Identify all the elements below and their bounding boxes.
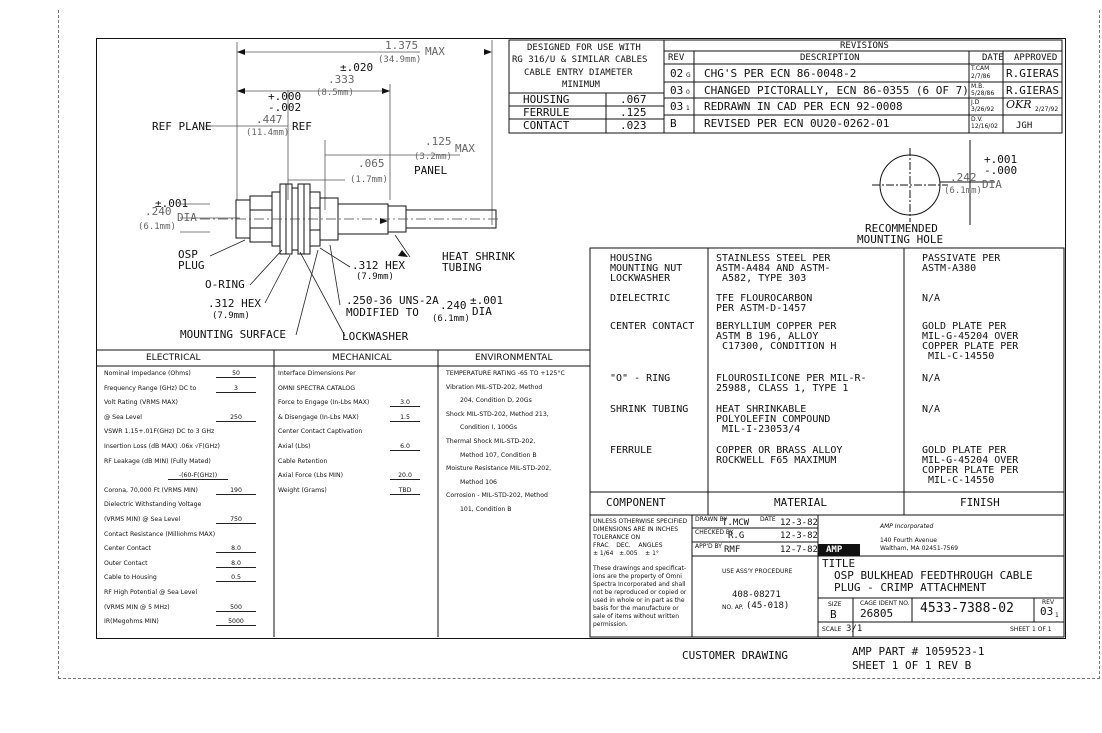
- dim-dia-240-mm: (6.1mm): [138, 222, 176, 232]
- revisions-title: REVISIONS: [840, 41, 889, 51]
- checked-label: CHECKED BY: [695, 529, 734, 536]
- environmental-row: Method 106: [460, 478, 497, 486]
- title-line-1: OSP BULKHEAD FEEDTHROUGH CABLE: [834, 569, 1033, 582]
- dim-447: .447: [256, 113, 283, 126]
- drawing-number: 4533-7388-02: [920, 601, 1014, 616]
- mechanical-row: [278, 414, 436, 425]
- electrical-row-label: Volt Rating (VRMS MAX): [104, 399, 178, 407]
- rev-row-4-desc: REVISED PER ECN 0U20-0262-01: [704, 117, 890, 130]
- tolerance-line: UNLESS OTHERWISE SPECIFIED: [593, 518, 688, 525]
- electrical-row-value: 8.0: [216, 560, 256, 568]
- design-title-1: DESIGNED FOR USE WITH: [527, 43, 641, 53]
- electrical-row-value: 3: [216, 385, 256, 393]
- design-contact-label: CONTACT: [523, 119, 570, 132]
- mechanical-row: [278, 399, 436, 410]
- proc-sub: (45-018): [746, 601, 790, 611]
- dim-125: .125: [425, 135, 452, 148]
- material-material-cell: COPPER OR BRASS ALLOY ROCKWELL F65 MAXIMUM: [716, 445, 843, 466]
- environmental-row: Corrosion - MIL-STD-202, Method: [446, 492, 548, 500]
- callout-hex-b-mm: (7.9mm): [212, 311, 250, 321]
- mechanical-row: [278, 428, 436, 439]
- electrical-row: [104, 443, 270, 454]
- notice-block: [593, 565, 691, 629]
- electrical-row: [104, 414, 270, 425]
- mechanical-header: MECHANICAL: [332, 353, 392, 363]
- callout-thread-tol: ±.001: [470, 294, 504, 307]
- scale-label: SCALE: [822, 626, 842, 633]
- callout-lockwasher: LOCKWASHER: [342, 330, 409, 343]
- mechanical-row-label: OMNI SPECTRA CATALOG: [278, 384, 356, 392]
- mechanical-row: [278, 443, 436, 454]
- notice-line: not be reproduced or copied or: [593, 589, 687, 596]
- material-material-cell: FLOUROSILICONE PER MIL-R- 25988, CLASS 1, TYPE 1: [716, 373, 867, 394]
- tolerance-line: ± 1/64 ±.005 ± 1°: [593, 550, 659, 557]
- sheet-value: 1 OF 1: [1032, 626, 1052, 633]
- mechanical-row-label: Cable Retention: [278, 457, 328, 465]
- drawn-by: T.MCW: [722, 518, 750, 528]
- material-component-cell: CENTER CONTACT: [610, 321, 695, 332]
- electrical-row: [104, 428, 270, 439]
- notice-line: permission.: [593, 621, 628, 628]
- electrical-list: [104, 370, 270, 632]
- rev-label: REV: [1042, 599, 1055, 606]
- material-material-cell: TFE FLOUROCARBON PER ASTM-D-1457: [716, 293, 813, 314]
- footer-sheet: SHEET 1 OF 1 REV B: [852, 659, 972, 672]
- appd-label: APP'D BY: [695, 543, 722, 550]
- design-housing-label: HOUSING: [523, 93, 570, 106]
- electrical-row-value: 190: [216, 487, 256, 495]
- electrical-row: [104, 560, 270, 571]
- callout-hex-b: .312 HEX: [208, 297, 261, 310]
- materials-table: [590, 250, 1064, 492]
- panel-label: PANEL: [414, 164, 448, 177]
- rev-row-2-sub: 0: [686, 89, 690, 96]
- tolerance-line: TOLERANCE ON: [593, 534, 641, 541]
- electrical-row-value: 5000: [216, 618, 256, 626]
- mechanical-row-label: Weight (Grams): [278, 486, 327, 494]
- electrical-row-label: Nominal Impedance (Ohms): [104, 370, 191, 377]
- electrical-row: [104, 574, 270, 585]
- rev-value: 03: [1040, 605, 1054, 618]
- electrical-row-value: -(60-F(GHz)): [168, 472, 228, 480]
- electrical-row-value: 500: [216, 604, 256, 612]
- electrical-row: [104, 531, 270, 542]
- electrical-header: ELECTRICAL: [146, 353, 201, 363]
- design-ferrule-value: .125: [620, 106, 647, 119]
- dim-065-mm: (1.7mm): [350, 175, 388, 185]
- environmental-row: Moisture Resistance MIL-STD-202,: [446, 465, 552, 473]
- design-ferrule-label: FERRULE: [523, 106, 570, 119]
- design-title-3: CABLE ENTRY DIAMETER: [524, 68, 633, 78]
- mechanical-row-label: Axial (Lbs): [278, 443, 311, 450]
- notice-line: basis for the manufacture or: [593, 605, 679, 612]
- hole-tol-minus: -.000: [984, 164, 1018, 177]
- mechanical-row-value: 20.0: [390, 472, 420, 480]
- size-label: SIZE: [828, 601, 842, 608]
- callout-thread-dia: .240: [440, 299, 467, 312]
- design-title-4: MINIMUM: [562, 80, 600, 90]
- dim-dia-240: .240: [145, 205, 172, 218]
- description-header: DESCRIPTION: [800, 53, 860, 63]
- appd-by: RMF: [724, 545, 741, 555]
- component-header: COMPONENT: [606, 496, 666, 509]
- rev-row-4-rev: B: [670, 117, 677, 130]
- rev-row-1-date: 2/7/86: [971, 73, 991, 80]
- material-finish-cell: N/A: [922, 404, 941, 415]
- cage-value: 26805: [860, 607, 894, 620]
- checked-date: 12-3-82: [780, 531, 818, 541]
- appd-date: 12-7-82: [780, 545, 818, 555]
- design-title-2: RG 316/U & SIMILAR CABLES: [512, 55, 648, 65]
- mechanical-row: [278, 487, 436, 498]
- callout-mounting-surface: MOUNTING SURFACE: [180, 328, 286, 341]
- callout-heat-shrink: HEAT SHRINK: [442, 250, 515, 263]
- material-finish-cell: GOLD PLATE PER MIL-G-45204 OVER COPPER PLATE PER MIL-C-14550: [922, 321, 1019, 362]
- electrical-row-label: IR(Megohms MIN): [104, 618, 159, 626]
- rev-row-1-sub: G: [686, 72, 691, 79]
- rev-row-2-approved: R.GIERAS: [1006, 84, 1059, 97]
- size-value: B: [830, 608, 837, 621]
- electrical-row-label: (VRMS MIN @ 5 MHz): [104, 603, 170, 611]
- notice-line: Spectra Incorporated and shall: [593, 581, 686, 588]
- finish-header: FINISH: [960, 496, 1000, 509]
- rev-row-3-initials: J.D: [971, 99, 980, 106]
- company-address-1: 140 Fourth Avenue: [880, 537, 937, 544]
- callout-thread-dia-label: DIA: [472, 305, 492, 318]
- proc-number: 408-08271: [732, 590, 781, 600]
- electrical-row-label: RF Leakage (dB MIN) (Fully Mated): [104, 457, 211, 465]
- dim-tol-plus: +.000: [268, 90, 302, 103]
- rev-row-1-initials: T.CAM: [971, 65, 990, 72]
- checked-by: R.G: [728, 531, 745, 541]
- title-line-2: PLUG - CRIMP ATTACHMENT: [834, 581, 987, 594]
- material-material-cell: BERYLLIUM COPPER PER ASTM B 196, ALLOY C17300, CONDITION H: [716, 321, 837, 352]
- environmental-list: [446, 370, 588, 530]
- mechanical-row-label: Axial Force (Lbs MIN): [278, 472, 343, 480]
- electrical-row: [104, 618, 270, 629]
- mechanical-row: [278, 370, 436, 381]
- electrical-row-label: Insertion Loss (dB MAX) .06x √F(GHz): [104, 443, 220, 450]
- mechanical-row: [278, 472, 436, 483]
- dim-dia-tol: ±.001: [155, 197, 189, 210]
- dim-125-max: MAX: [455, 142, 475, 155]
- rev-row-2-initials: M.B.: [971, 83, 985, 90]
- company-name: AMP Incorporated: [880, 523, 934, 530]
- electrical-row-value: 8.0: [216, 545, 256, 553]
- hole-tol-plus: +.001: [984, 153, 1018, 166]
- callout-thread-dia-mm: (6.1mm): [432, 314, 470, 324]
- rev-row-3-rev: 03: [670, 100, 684, 113]
- material-component-cell: SHRINK TUBING: [610, 404, 689, 415]
- notice-line: These drawings and specificat-: [593, 565, 687, 572]
- material-finish-cell: N/A: [922, 373, 941, 384]
- dim-333: .333: [328, 73, 355, 86]
- electrical-row-label: (VRMS MIN) @ Sea Level: [104, 516, 181, 523]
- electrical-row: [104, 458, 270, 469]
- electrical-row: [104, 545, 270, 556]
- callout-thread: .250-36 UNS-2A: [346, 294, 439, 307]
- electrical-row-value: 750: [216, 516, 256, 524]
- notice-line: used in whole or in part as the: [593, 597, 685, 604]
- electrical-row: [104, 589, 270, 600]
- material-component-cell: "O" - RING: [610, 373, 671, 384]
- approved-header: APPROVED: [1014, 53, 1058, 63]
- environmental-row: Shock MIL-STD-202, Method 213,: [446, 410, 549, 418]
- mechanical-row-label: & Disengage (In-Lbs MAX): [278, 413, 359, 421]
- electrical-row-label: RF High Potential @ Sea Level: [104, 589, 198, 596]
- sheet-label: SHEET: [1010, 626, 1030, 633]
- dim-tol-020: ±.020: [340, 61, 374, 74]
- mechanical-row-value: 6.0: [390, 443, 420, 451]
- company-address-2: Waltham, MA 02451-7569: [880, 545, 959, 552]
- dim-overall-max: MAX: [425, 45, 445, 58]
- tolerance-line: DIMENSIONS ARE IN INCHES: [593, 526, 679, 533]
- electrical-row-label: @ Sea Level: [104, 413, 142, 421]
- rev-row-2-desc: CHANGED PICTORALLY, ECN 86-0355 (6 OF 7): [704, 84, 969, 97]
- dim-overall-mm: (34.9mm): [378, 55, 422, 65]
- material-material-cell: STAINLESS STEEL PER ASTM-A484 AND ASTM- A582, TYPE 303: [716, 253, 831, 284]
- material-material-cell: HEAT SHRINKABLE POLYOLEFIN COMPOUND MIL-I-23053/4: [716, 404, 831, 435]
- electrical-row-label: VSWR 1.15+.01F(GHz) DC to 3 GHz: [104, 428, 215, 436]
- electrical-row: [104, 516, 270, 527]
- material-finish-cell: N/A: [922, 293, 941, 304]
- electrical-row-value: 0.5: [216, 574, 256, 582]
- hole-title-2: MOUNTING HOLE: [857, 233, 944, 246]
- hole-title-1: RECOMMENDED: [865, 222, 938, 235]
- rev-row-4-initials: D.V.: [971, 116, 983, 123]
- dim-tol-minus: -.002: [268, 101, 302, 114]
- rev-row-1-approved: R.GIERAS: [1006, 67, 1059, 80]
- rev-row-4-date: 12/16/02: [971, 123, 998, 130]
- material-header: MATERIAL: [774, 496, 827, 509]
- hole-dia: .242: [950, 171, 977, 184]
- environmental-row: Vibration MIL-STD-202, Method: [446, 383, 543, 391]
- rev-row-2-rev: 03: [670, 84, 684, 97]
- electrical-row: [104, 501, 270, 512]
- material-component-cell: FERRULE: [610, 445, 653, 456]
- tolerance-block: [593, 518, 691, 558]
- environmental-row: 204, Condition D, 20Gs: [460, 397, 532, 405]
- electrical-row-label: Cable to Housing: [104, 574, 157, 582]
- rev-header: REV: [668, 53, 685, 63]
- amp-logo: AMP: [826, 545, 843, 555]
- electrical-row-label: Corona, 70,000 Ft (VRMS MIN): [104, 486, 198, 494]
- dim-125-mm: (3.2mm): [414, 152, 452, 162]
- environmental-row: Method 107, Condition B: [460, 451, 537, 459]
- electrical-row-label: Contact Resistance (Milliohms MAX): [104, 530, 216, 538]
- rev-row-1-rev: 02: [670, 67, 684, 80]
- electrical-row-label: Center Contact: [104, 545, 151, 553]
- electrical-row: [104, 472, 270, 483]
- electrical-row-value: 250: [216, 414, 256, 422]
- callout-osp: OSP: [178, 248, 198, 261]
- callout-o-ring: O-RING: [205, 278, 245, 291]
- dim-447-mm: (11.4mm): [246, 128, 290, 138]
- title-label: TITLE: [822, 557, 856, 570]
- mechanical-row-value: TBD: [390, 487, 420, 495]
- mechanical-row-label: Force to Engage (In-Lbs MAX): [278, 399, 370, 407]
- callout-tubing: TUBING: [442, 261, 482, 274]
- rev-row-3-signature: OKR: [1006, 98, 1032, 111]
- electrical-row-label: Outer Contact: [104, 559, 148, 567]
- environmental-row: Condition I, 100Gs: [460, 424, 518, 432]
- material-finish-cell: PASSIVATE PER ASTM-A380: [922, 253, 1001, 274]
- mechanical-list: [278, 370, 436, 494]
- tolerance-line: FRAC DEC. ANGLES: [593, 542, 663, 549]
- dim-333-mm: (8.5mm): [316, 88, 354, 98]
- material-component-cell: DIELECTRIC: [610, 293, 671, 304]
- environmental-row: TEMPERATURE RATING -65 TO +125°C: [446, 370, 565, 377]
- electrical-row: [104, 385, 270, 396]
- dim-dia-label: DIA: [177, 211, 197, 224]
- electrical-row: [104, 604, 270, 615]
- electrical-row: [104, 399, 270, 410]
- electrical-row: [104, 487, 270, 498]
- dim-overall-length: 1.375: [385, 39, 419, 52]
- drawn-label: DRAWN BY: [695, 516, 728, 523]
- environmental-row: 101, Condition B: [460, 506, 512, 513]
- callout-hex-a: .312 HEX: [352, 259, 405, 272]
- customer-drawing-label: CUSTOMER DRAWING: [682, 649, 788, 662]
- hole-dia-label: DIA: [982, 178, 1002, 191]
- notice-line: ions are the property of Omni: [593, 573, 682, 580]
- environmental-row: Thermal Shock MIL-STD-202,: [446, 438, 536, 445]
- use-proc-label: USE ASS'Y PROCEDURE: [722, 568, 793, 575]
- electrical-row: [104, 370, 270, 381]
- electrical-row-label: Dielectric Withstanding Voltage: [104, 501, 202, 509]
- electrical-row-label: Frequency Range (GHz) DC to: [104, 384, 197, 392]
- dim-ref: REF: [292, 120, 312, 133]
- rev-row-3-date: 3/26/92: [971, 106, 995, 113]
- mechanical-row: [278, 458, 436, 469]
- drawn-date: 12-3-82: [780, 518, 818, 528]
- mechanical-row-label: Center Contact Captivation: [278, 428, 363, 436]
- material-finish-cell: GOLD PLATE PER MIL-G-45204 OVER COPPER PLATE PER MIL-C-14550: [922, 445, 1019, 486]
- amp-part-number: AMP PART # 1059523-1: [852, 645, 985, 658]
- callout-plug: PLUG: [178, 259, 205, 272]
- design-housing-value: .067: [620, 93, 647, 106]
- date-header: DATE: [982, 53, 1004, 63]
- scale-value: 3/1: [846, 624, 863, 634]
- material-component-cell: HOUSING MOUNTING NUT LOCKWASHER: [610, 253, 683, 284]
- mechanical-row-label: Interface Dimensions Per: [278, 370, 356, 377]
- proc-label: NO. AP.: [722, 604, 744, 611]
- environmental-header: ENVIRONMENTAL: [475, 353, 553, 363]
- rev-row-2-date: 5/28/86: [971, 90, 995, 97]
- callout-hex-a-mm: (7.9mm): [356, 272, 394, 282]
- rev-row-4-approved: JGH: [1016, 121, 1033, 131]
- date-label: DATE: [760, 516, 776, 523]
- design-contact-value: .023: [620, 119, 647, 132]
- mechanical-row: [278, 385, 436, 396]
- cage-label: CAGE IDENT NO.: [860, 600, 910, 607]
- electrical-row-value: 50: [216, 370, 256, 378]
- notice-line: sale of items without written: [593, 613, 680, 620]
- mechanical-row-value: 1.5: [390, 414, 420, 422]
- hole-dia-mm: (6.1mm): [944, 186, 982, 196]
- rev-row-3-desc: REDRAWN IN CAD PER ECN 92-0008: [704, 100, 903, 113]
- rev-row-1-desc: CHG'S PER ECN 86-0048-2: [704, 67, 857, 80]
- rev-row-3-approved-date: 2/27/92: [1035, 106, 1059, 113]
- ref-plane-label: REF PLANE: [152, 120, 212, 133]
- callout-modified: MODIFIED TO: [346, 306, 419, 319]
- rev-sub: 1: [1055, 612, 1059, 619]
- mechanical-row-value: 3.0: [390, 399, 420, 407]
- rev-row-3-sub: 1: [686, 105, 690, 112]
- dim-065: .065: [358, 157, 385, 170]
